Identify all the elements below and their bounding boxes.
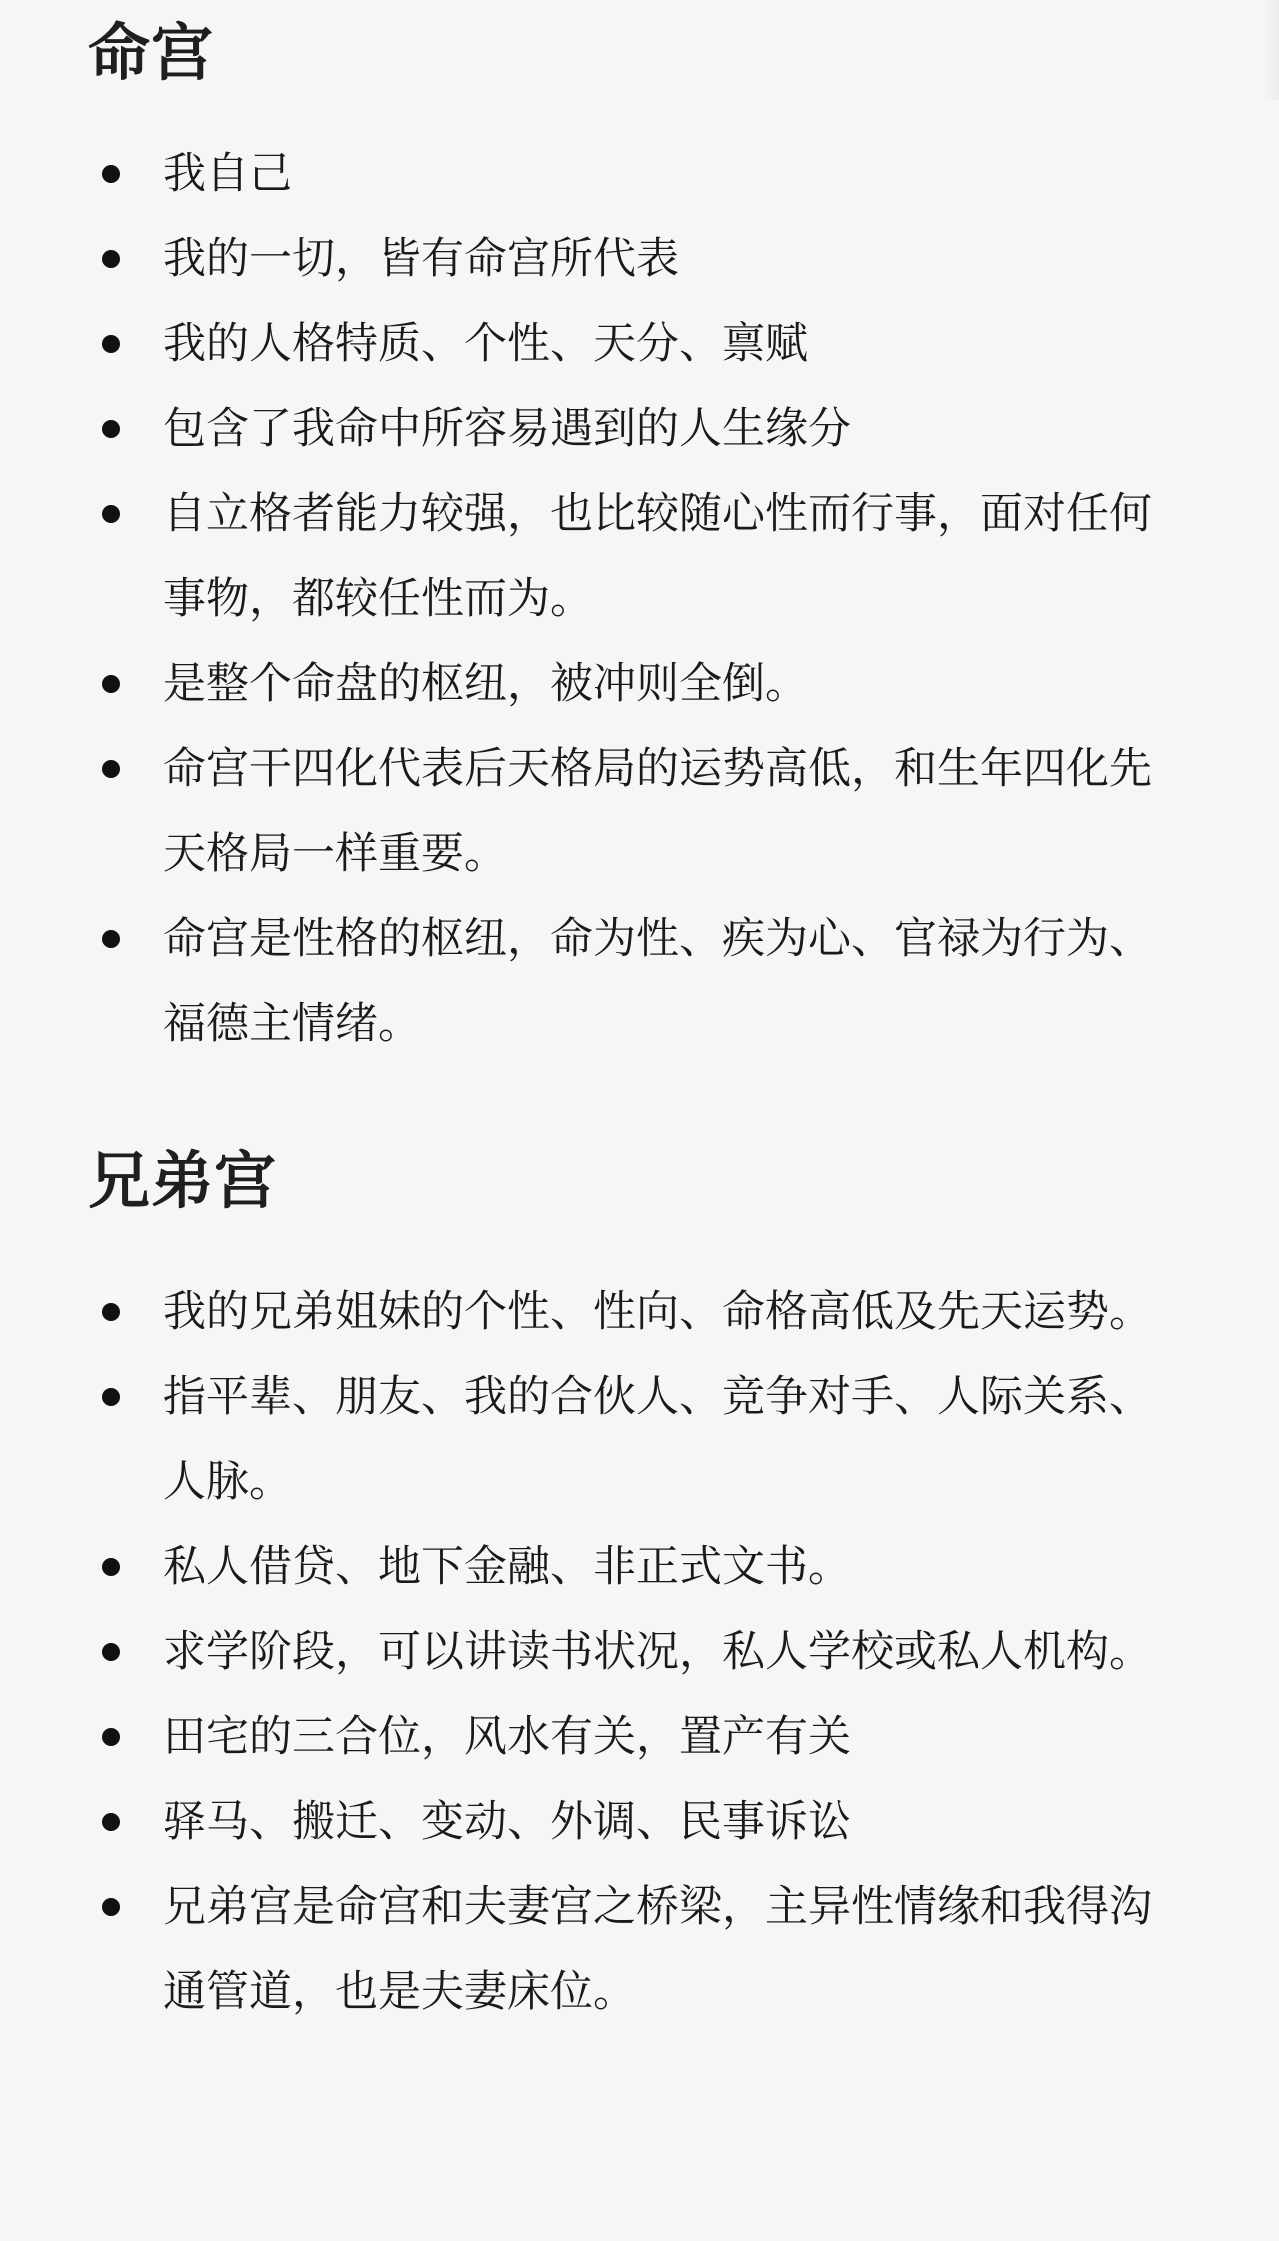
list-item [88,642,1188,727]
bullet-icon [102,675,120,693]
list-item-text: 我的人格特质、个性、天分、禀赋 [163,319,808,369]
list-item [88,727,1188,897]
bullet-icon [102,760,120,778]
list-item [88,1525,1188,1610]
list-item [88,217,1188,302]
section-xiong-di-gong [88,1144,1198,2035]
list-item [88,1270,1188,1355]
bullet-icon [102,1388,120,1406]
list-item-text: 我的兄弟姐妹的个性、性向、命格高低及先天运势。 [163,1287,1152,1337]
list-item-text: 是整个命盘的枢纽，被冲则全倒。 [163,659,808,709]
list-item-text: 私人借贷、地下金融、非正式文书。 [163,1542,851,1592]
bullet-list [88,132,1198,1067]
list-item [88,387,1188,472]
bullet-icon [102,1303,120,1321]
section-title: 兄弟宫 [88,1144,278,1217]
section-ming-gong [88,16,1198,1067]
list-item [88,1865,1188,2035]
list-item [88,1610,1188,1695]
list-item-text: 兄弟宫是命宫和夫妻宫之桥梁，主异性情缘和我得沟通管道，也是夫妻床位。 [163,1882,1152,2017]
list-item-text: 驿马、搬迁、变动、外调、民事诉讼 [163,1797,851,1847]
list-item-text: 我自己 [163,149,292,199]
bullet-icon [102,1558,120,1576]
page-edge [1263,0,1279,100]
list-item-text: 田宅的三合位，风水有关，置产有关 [163,1712,851,1762]
list-item [88,1780,1188,1865]
list-item-text: 自立格者能力较强，也比较随心性而行事，面对任何事物，都较任性而为。 [163,489,1152,624]
list-item-text: 命宫是性格的枢纽，命为性、疾为心、官禄为行为、福德主情绪。 [163,914,1152,1049]
section-title: 命宫 [88,16,215,89]
bullet-icon [102,165,120,183]
bullet-icon [102,420,120,438]
list-item-text: 包含了我命中所容易遇到的人生缘分 [163,404,851,454]
bullet-icon [102,250,120,268]
list-item-text: 我的一切，皆有命宫所代表 [163,234,679,284]
bullet-icon [102,1898,120,1916]
list-item-text: 指平辈、朋友、我的合伙人、竞争对手、人际关系、人脉。 [163,1372,1152,1507]
bullet-icon [102,1813,120,1831]
list-item-text: 求学阶段，可以讲读书状况，私人学校或私人机构。 [163,1627,1152,1677]
list-item-text: 命宫干四化代表后天格局的运势高低，和生年四化先天格局一样重要。 [163,744,1152,879]
bullet-icon [102,1643,120,1661]
bullet-icon [102,1728,120,1746]
bullet-icon [102,505,120,523]
list-item [88,1695,1188,1780]
bullet-icon [102,335,120,353]
list-item [88,302,1188,387]
bullet-icon [102,930,120,948]
list-item [88,472,1188,642]
bullet-list [88,1270,1198,2035]
list-item [88,897,1188,1067]
list-item [88,132,1188,217]
list-item [88,1355,1188,1525]
